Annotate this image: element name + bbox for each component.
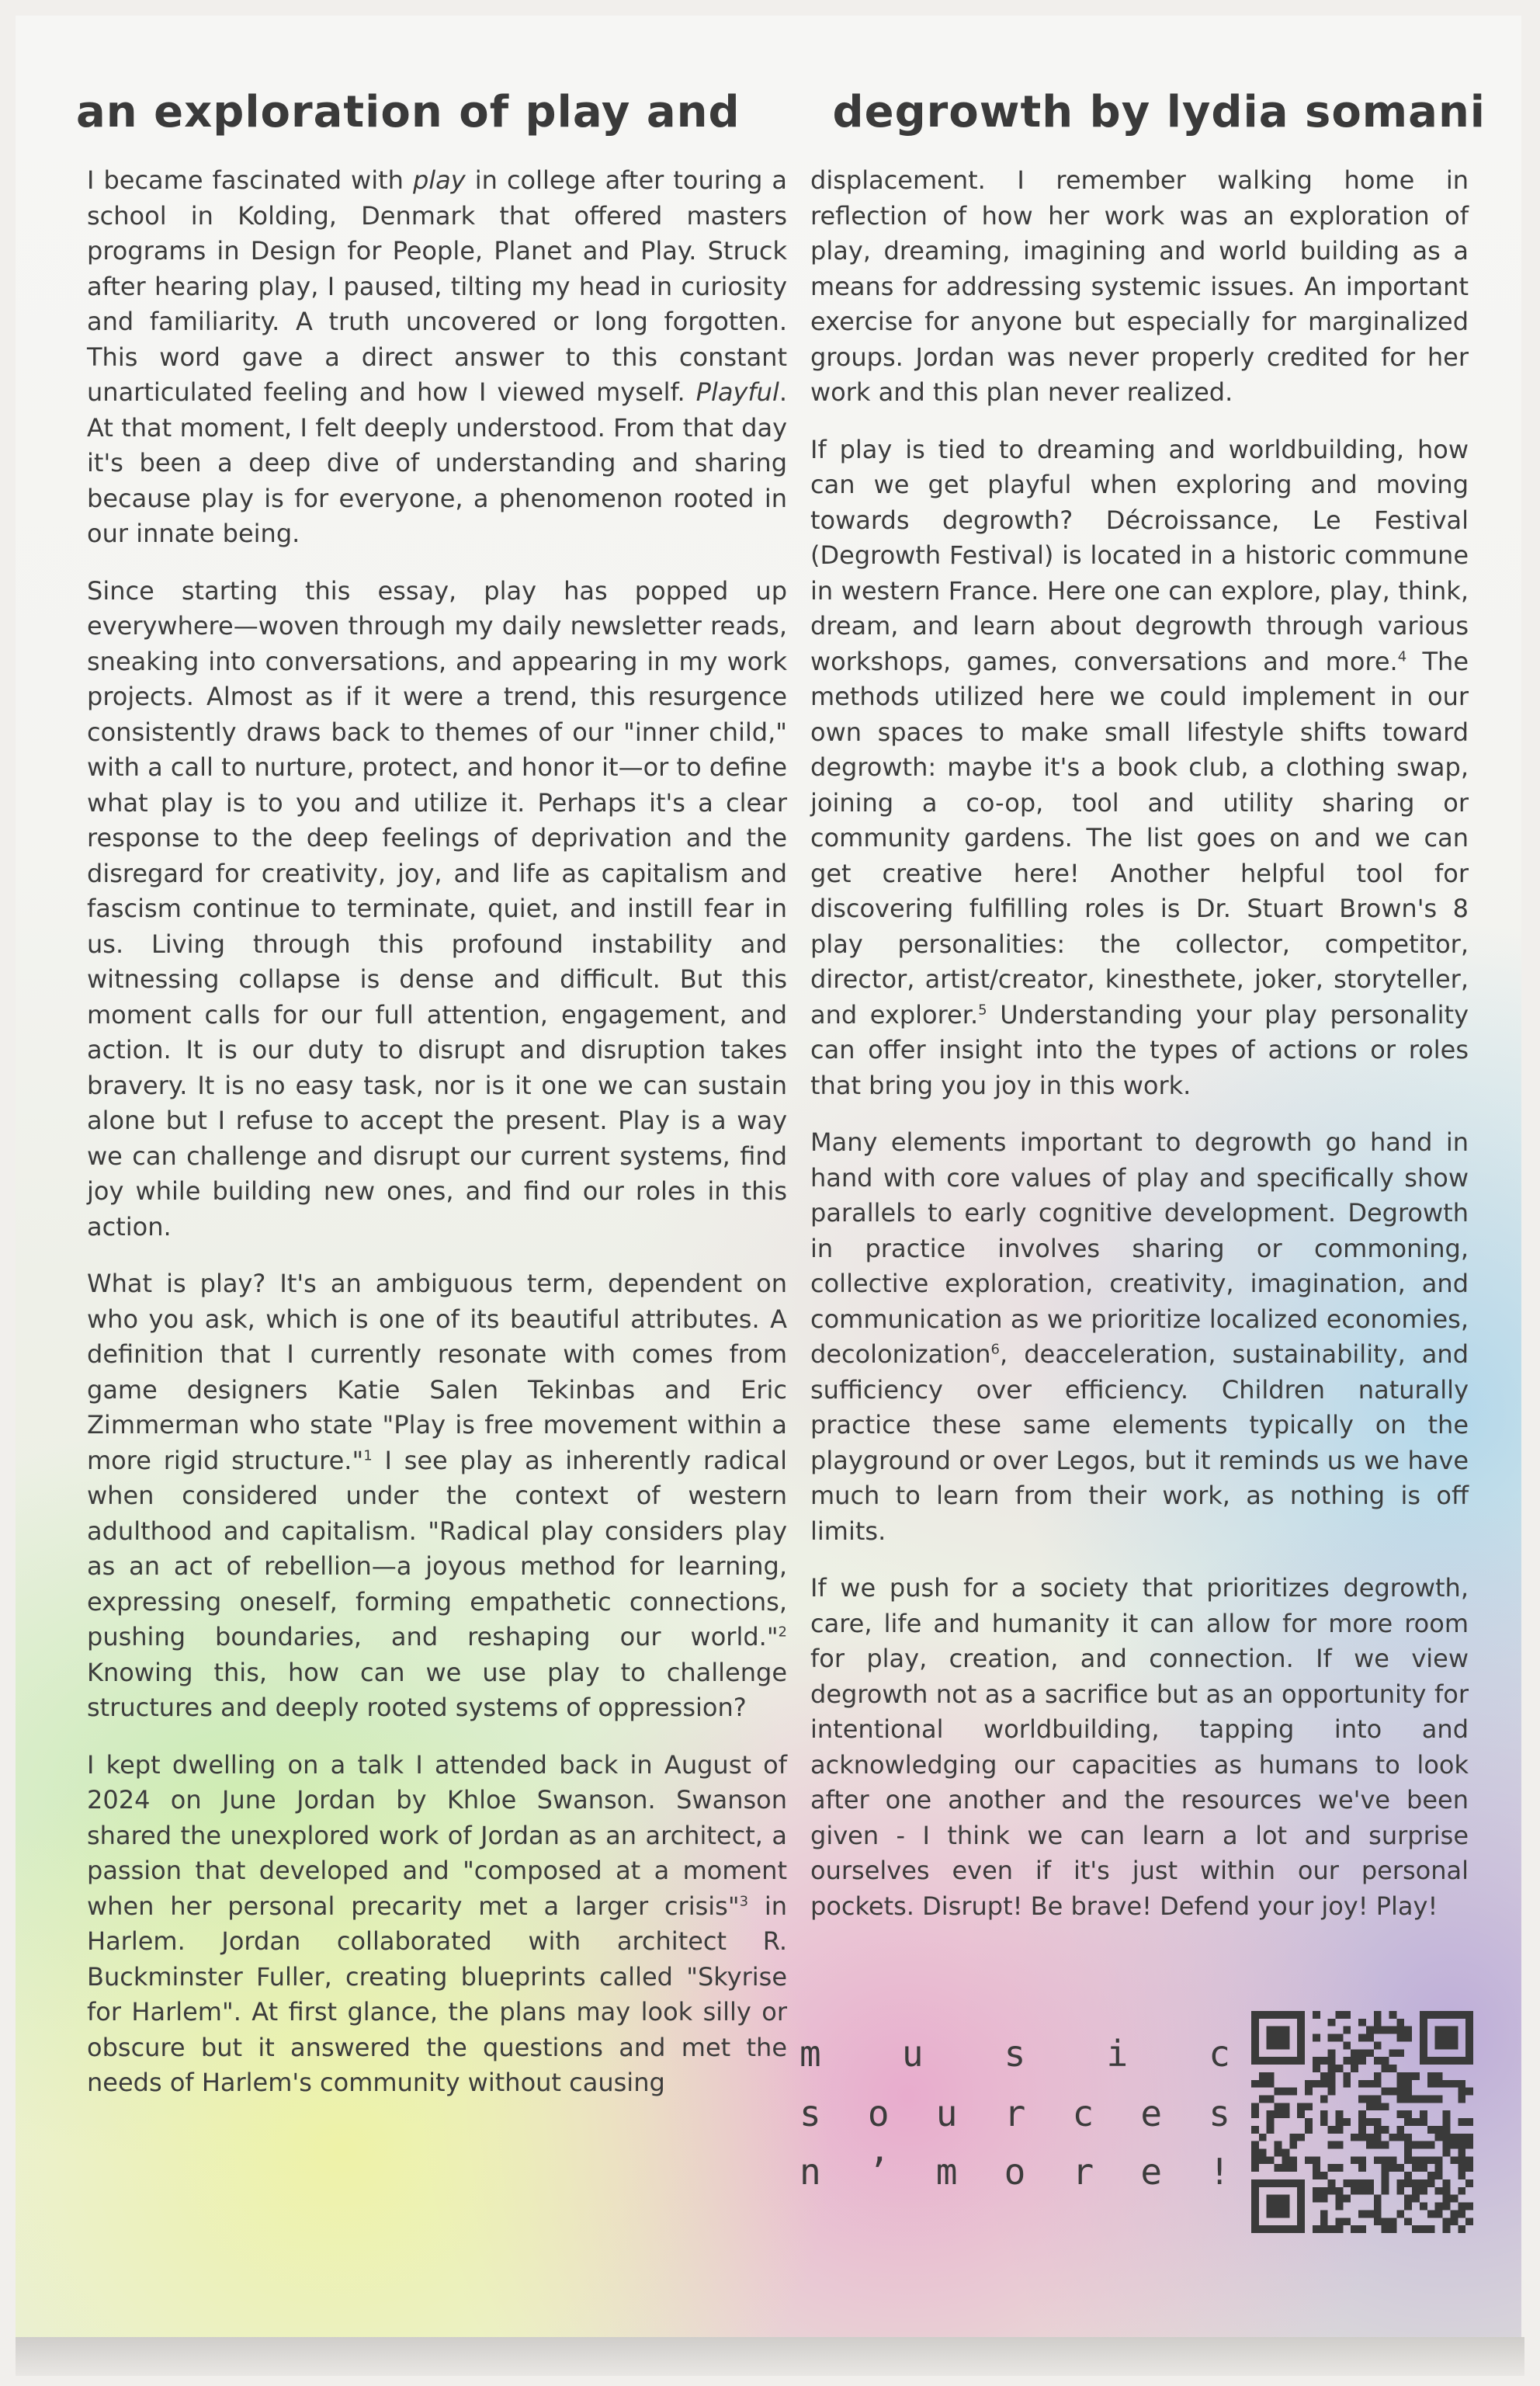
sources-line: s o u r c e s bbox=[799, 2093, 1230, 2134]
paragraph: I kept dwelling on a talk I attended back in August of 2024 on June Jordan by Khloe Swanson. Swanson shared the unexplored work of Jordan as an architect, a passion that developed and "composed at a moment when her personal precarity met a larger crisis"$^3$ in Harlem. Jordan collaborated with architect R. Buckminster Fuller, creating blueprints called "Skyrise for Harlem". At first glance, the plans may look silly or obscure but it answered the questions and met the needs of Harlem's community without causing bbox=[87, 1749, 788, 2097]
paragraph: I became fascinated with play in college after touring a school in Kolding, Denmark that offered masters programs in Design for People, Planet and Play. Struck after hearing play, I paused, tilting my head in curiosity and familiarity. A truth uncovered or long forgotten. This word gave a direct answer to this constant unarticulated feeling and how I viewed myself. Playful. At that moment, I felt deeply understood. From that day it's been a deep dive of understanding and sharing because play is for everyone, a phenomenon rooted in our innate being. bbox=[87, 165, 788, 548]
title-left: an exploration of play and bbox=[76, 87, 741, 137]
footnote-ref: 1 bbox=[363, 1447, 373, 1464]
left-column bbox=[87, 163, 787, 2123]
paragraph: Since starting this essay, play has popped up everywhere—woven through my daily newsletter reads, sneaking into conversations, and appearing in my work projects. Almost as if it were a trend, this resurgence consistently draws back to themes of our "inner child," with a call to nurture, protect, and honor it—or to define what play is to you and utilize it. Perhaps it's a clear response to the deep feelings of deprivation and the disregard for creativity, joy, and life as capitalism and fascism continue to terminate, quiet, and instill fear in us. Living through this profound instability and witnessing collapse is dense and difficult. But this moment calls for our full attention, engagement, and action. It is our duty to disrupt and disruption takes bravery. It is no easy task, nor is it one we can sustain alone but I refuse to accept the present. Play is a way we can challenge and disrupt our current systems, find joy while building new ones, and find our roles in this action. bbox=[87, 575, 787, 1242]
footnote-ref: 6 bbox=[990, 1341, 1000, 1358]
more-line: n ’ m o r e ! bbox=[799, 2151, 1230, 2193]
footnote-ref: 3 bbox=[739, 1892, 749, 1909]
paragraph: If play is tied to dreaming and worldbuilding, how can we get playful when exploring and moving towards degrowth? Décroissance, Le Festival (Degrowth Festival) is located in a historic commune in western France. Here one can explore, play, think, dream, and learn about degrowth through various workshops, games, conversations and more.$^4$ The methods utilized here we could implement in our own spaces to make small lifestyle shifts toward degrowth: maybe it's a book club, a clothing swap, joining a co-op, tool and utility sharing or community gardens. The list goes on and we can get creative here! Another helpful tool for discovering fulfilling roles is Dr. Stuart Brown's 8 play personalities: the collector, competitor, director, artist/creator, kinesthete, joker, storyteller, and explorer.$^5$ Understanding your play personality can offer insight into the types of actions or roles that bring you joy in this work. bbox=[810, 434, 1469, 1100]
music-sources-block bbox=[799, 2011, 1490, 2236]
qr-code-icon[interactable] bbox=[1251, 2011, 1473, 2233]
music-line: m u s i c bbox=[799, 2033, 1230, 2075]
paragraph: What is play? It's an ambiguous term, dependent on who you ask, which is one of its beautiful attributes. A definition that I currently resonate with comes from game designers Katie Salen Tekinbas and Eric Zimmerman who state "Play is free movement within a more rigid structure."$^1$ I see play as inherently radical when considered under the context of western adulthood and capitalism. "Radical play considers play as an act of rebellion—a joyous method for learning, expressing oneself, forming empathetic connections, pushing boundaries, and reshaping our world."$^2$ Knowing this, how can we use play to challenge structures and deeply rooted systems of oppression? bbox=[87, 1269, 788, 1722]
paragraph: Many elements important to degrowth go hand in hand with core values of play and specifically show parallels to early cognitive development. Degrowth in practice involves sharing or commoning, collective exploration, creativity, imagination, and communication as we prioritize localized economies, decolonization$^6$, deacceleration, sustainability, and sufficiency over efficiency. Children naturally practice these same elements typically on the playground or over Legos, but it reminds us we have much to learn from their work, as nothing is off limits. bbox=[810, 1127, 1469, 1546]
paragraph: displacement. I remember walking home in reflection of how her work was an exploration of play, dreaming, imagining and world building as a means for addressing systemic issues. An important exercise for anyone but especially for marginalized groups. Jordan was never properly credited for her work and this plan never realized. bbox=[810, 165, 1469, 407]
article-title bbox=[76, 87, 1486, 137]
title-right: degrowth by lydia somani bbox=[832, 87, 1486, 137]
page-bottom-edge bbox=[16, 2337, 1524, 2376]
footnote-ref: 5 bbox=[978, 1001, 987, 1018]
document-page bbox=[16, 16, 1521, 2337]
right-column bbox=[810, 163, 1469, 1946]
footnote-ref: 4 bbox=[1397, 648, 1407, 665]
footnote-ref: 2 bbox=[778, 1624, 787, 1641]
paragraph: If we push for a society that prioritizes degrowth, care, life and humanity it can allow for more room for play, creation, and connection. If we view degrowth not as a sacrifice but as an opportunity for intentional worldbuilding, tapping into and acknowledging our capacities as humans to look after one another and the resources we've been given - I think we can learn a lot and surprise ourselves even if it's just within our personal pockets. Disrupt! Be brave! Defend your joy! Play! bbox=[810, 1573, 1469, 1921]
